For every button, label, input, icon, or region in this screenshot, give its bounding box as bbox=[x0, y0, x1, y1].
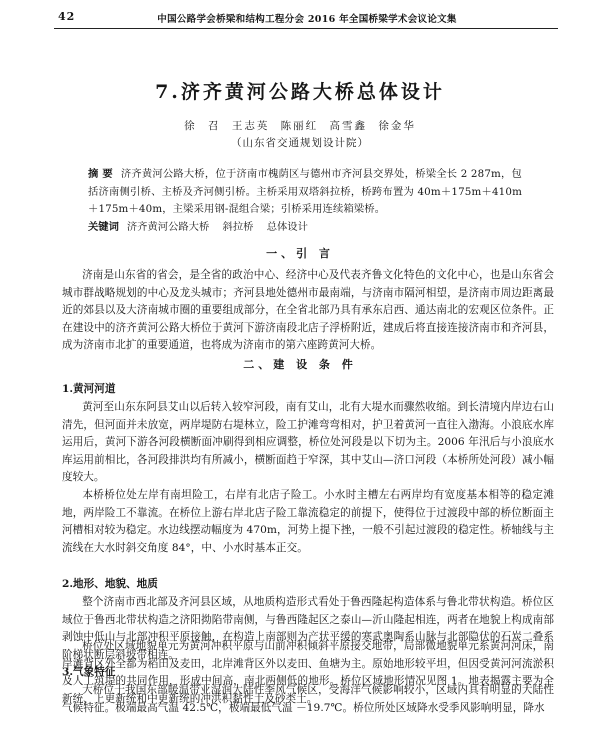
author-affiliation: （山东省交通规划设计院） bbox=[231, 137, 369, 149]
abstract-label: 摘 要 bbox=[88, 168, 113, 180]
river-paragraph-2 bbox=[62, 487, 554, 557]
running-head: 中国公路学会桥梁和结构工程分会 2016 年全国桥梁学术会议论文集 bbox=[157, 14, 457, 25]
keywords-items: 济齐黄河公路大桥 斜拉桥 总体设计 bbox=[126, 221, 308, 233]
header-rule bbox=[54, 28, 558, 29]
section-heading-conditions: 二、建 设 条 件 bbox=[243, 358, 357, 371]
river-paragraph-1 bbox=[62, 399, 554, 487]
abstract bbox=[88, 166, 522, 219]
page-header bbox=[58, 10, 556, 26]
intro-text: 济南是山东省的省会，是全省的政治中心、经济中心及代表齐鲁文化特色的文化中心，也是山东省会城市群战略规划的中心及龙头城市；齐河县地处德州市最南端，与济南市隔河相望，是济南市周边距离最近的郊县以及大济南城市圈的重要组成部分，在全省北部乃具有承东启西、通达南北的宏观区位条件。正在建设中的济齐黄河公路大桥位于黄河下游济南段北店子浮桥附近，建成后将直接连接济南市和齐河县，成为济南市北扩的重要通道，也将成为济南市的第六座跨黄河大桥。 bbox=[62, 269, 554, 352]
subheading-climate: 3.气象特征 bbox=[62, 666, 116, 678]
keywords-label: 关键词 bbox=[88, 221, 119, 233]
geology-text-2: 桥位处区域地貌单元为黄河冲积平原与山前冲积倾斜平原接交地带，局部微地貌单元系黄河河床，南岸滩背区外全都为稻田及麦田，北岸滩背区外以麦田、鱼塘为主。原始地形较平坦，但因受黄河河流淤积及人工筑堤的共同作用，形成中间高，南北两侧低的地形。桥位区域地形情况见图 1。地表揭露主要为全新统、上更新统和中更新统的冲洪积黏性土及砂类土。 bbox=[62, 640, 554, 705]
keywords bbox=[88, 219, 522, 236]
section-heading-intro: 一、引 言 bbox=[266, 247, 334, 260]
subheading-geology: 2.地形、地貌、地质 bbox=[62, 578, 158, 590]
geology-text: 整个济南市西北部及齐河县区域，从地质构造形式看处于鲁西隆起构造体系与鲁北带状构造。桥位区域位于鲁西北带状构造之济阳拗陷带南侧，与鲁西隆起区之泰山—沂山隆起相连，两者在地貌上构成南部剥蚀中低山与北部冲积平原接触，在构造上南部则为产状平缓的寒武奥陶系山脉与北部隐伏的石炭二叠系阶梯状断层斜坡带相连。 bbox=[62, 596, 554, 661]
abstract-text: 济齐黄河公路大桥，位于济南市槐荫区与德州市齐河县交界处，桥梁全长 2 287m，包括济南侧引桥、主桥及齐河侧引桥。主桥采用双塔斜拉桥，桥跨布置为 40m＋175m＋410m＋175m＋40m，主梁采用钢-混组合梁；引桥采用连续箱梁桥。 bbox=[88, 168, 522, 215]
article-title: 7.济齐黄河公路大桥总体设计 bbox=[155, 81, 445, 103]
climate-text: 大桥位于我国东部暖温带亚湿润大陆性季风气候区，受海洋气候影响较小，区域内具有明显的大陆性气候特征。极端最高气温 42.5℃，极端最低气温 －19.7℃。桥位所处区域降水受季风影响明显，降水 bbox=[62, 684, 554, 714]
climate-paragraph bbox=[62, 682, 554, 717]
intro-paragraph bbox=[62, 267, 554, 355]
page-number: 42 bbox=[58, 10, 76, 23]
author-list: 徐 召 王志英 陈丽红 高雪鑫 徐金华 bbox=[184, 120, 416, 132]
subheading-river: 1.黄河河道 bbox=[62, 383, 116, 395]
river-text-1: 黄河至山东东阿县艾山以后转入较窄河段，南有艾山，北有大堤水而骤然收缩。到长清境内岸边右山清先，但河面并未放宽，两岸堤防右堤林立，险工护滩弯弯相对，护卫着黄河一直往入渤海。小浪底水库运用后，黄河下游各河段横断面冲刷得到相应调整，桥位处河段是以下切为主。2006 年汛后与小浪底水库运用前相比，各河段排洪均有所减小，横断面趋于窄深，其中艾山—济口河段（本桥所处河段）减小幅度较大。 bbox=[62, 401, 554, 484]
river-text-2: 本桥桥位处左岸有南坦险工，右岸有北店子险工。小水时主槽左右两岸均有宽度基本相等的稳定滩地，两岸险工不靠流。在桥位上游右岸北店子险工靠流稳定的前提下，使得位于过渡段中部的桥位断面主河槽相对较为稳定。水边线摆动幅度为 470m，河势上提下挫，一般不引起过渡段的稳定性。桥轴线与主流线在大水时斜交角度 84°，中、小水时基本正交。 bbox=[62, 489, 554, 554]
